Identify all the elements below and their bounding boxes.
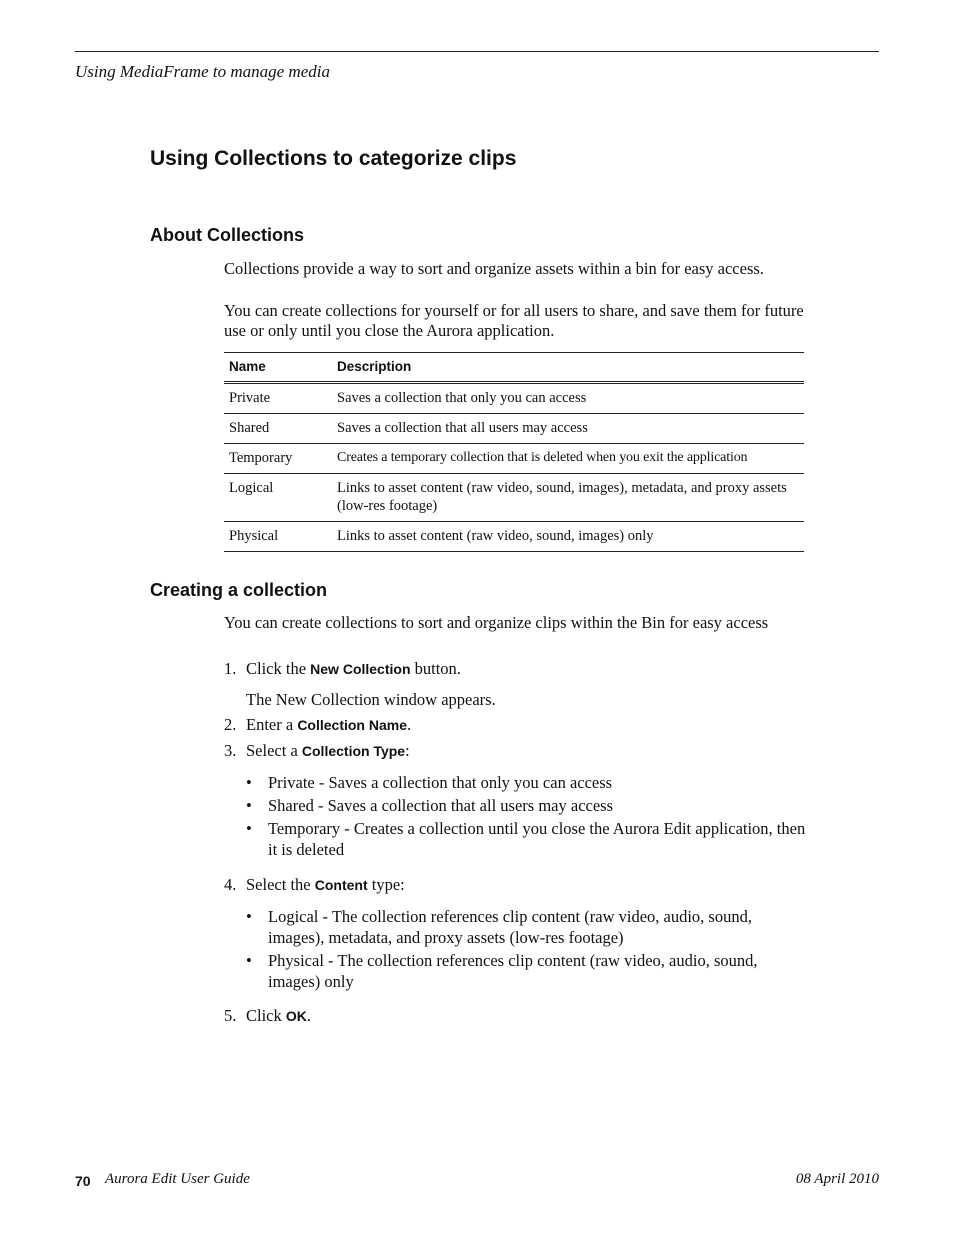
- bullet-text: Temporary - Creates a collection until you close the Aurora Edit application, then it is deleted: [268, 819, 806, 859]
- list-item: [246, 795, 806, 816]
- table-row: [224, 474, 804, 522]
- creating-heading: Creating a collection: [150, 580, 328, 600]
- cell-name: Private: [224, 383, 332, 414]
- step-text: type:: [367, 875, 405, 894]
- table-header-row: [224, 353, 804, 383]
- running-header: Using MediaFrame to manage media: [75, 62, 330, 81]
- table-row: [224, 414, 804, 444]
- step-text: .: [306, 1006, 311, 1025]
- cell-description: Creates a temporary collection that is deleted when you exit the application: [332, 444, 804, 474]
- cell-name: Logical: [224, 474, 332, 522]
- list-item: [246, 906, 806, 948]
- cell-name: Physical: [224, 522, 332, 552]
- ui-label: OK: [285, 1008, 307, 1024]
- step-text: Click the: [246, 659, 311, 678]
- about-heading: About Collections: [150, 225, 304, 245]
- list-item: [246, 950, 806, 992]
- step-text: button.: [410, 659, 461, 678]
- list-item: [246, 772, 806, 793]
- step-1: [224, 659, 461, 679]
- cell-description: Links to asset content (raw video, sound, images) only: [332, 522, 804, 552]
- step-number: 1.: [224, 659, 237, 678]
- step-text: Select the: [246, 875, 315, 894]
- ui-label: Collection Type: [301, 743, 406, 759]
- step-number: 2.: [224, 715, 237, 734]
- ui-label: New Collection: [310, 661, 411, 677]
- bullet-text: Logical - The collection references clip content (raw video, audio, sound, images), metadata, and proxy assets (low-res footage): [268, 907, 752, 947]
- table-row: [224, 522, 804, 552]
- list-item: [246, 818, 806, 860]
- column-header-description: Description: [332, 353, 804, 383]
- about-paragraph-1: Collections provide a way to sort and organize assets within a bin for easy access.: [224, 259, 764, 278]
- step-2: [224, 715, 411, 735]
- cell-description: Saves a collection that only you can access: [332, 383, 804, 414]
- page-number: 70: [75, 1173, 91, 1189]
- bullet-icon: •: [246, 907, 252, 926]
- table-row: [224, 444, 804, 474]
- step-number: 5.: [224, 1006, 237, 1025]
- step-3: [224, 741, 410, 761]
- step-text: Click: [246, 1006, 286, 1025]
- header-rule: [75, 51, 879, 52]
- bullet-icon: •: [246, 773, 252, 792]
- creating-intro: You can create collections to sort and organize clips within the Bin for easy access: [224, 613, 769, 632]
- collection-types-table: [224, 352, 804, 552]
- cell-description: Links to asset content (raw video, sound, images), metadata, and proxy assets (low-res footage): [332, 474, 804, 522]
- cell-name: Shared: [224, 414, 332, 444]
- ui-label: Collection Name: [297, 717, 408, 733]
- step-text: :: [405, 741, 410, 760]
- step-text: .: [407, 715, 412, 734]
- cell-name: Temporary: [224, 444, 332, 474]
- step-text: Select a: [246, 741, 302, 760]
- bullet-icon: •: [246, 819, 252, 838]
- ui-label: Content: [314, 877, 368, 893]
- about-paragraph-2: You can create collections for yourself or for all users to share, and save them for future use or only until you close the Aurora application.: [224, 301, 804, 340]
- bullet-text: Private - Saves a collection that only you can access: [268, 773, 613, 792]
- step-4: [224, 875, 405, 895]
- section-title: Using Collections to categorize clips: [150, 147, 517, 170]
- step-1-result: The New Collection window appears.: [246, 690, 496, 709]
- guide-title: Aurora Edit User Guide: [105, 1171, 250, 1187]
- step-number: 4.: [224, 875, 237, 894]
- step-text: Enter a: [246, 715, 298, 734]
- document-date: 08 April 2010: [795, 1171, 879, 1187]
- bullet-text: Physical - The collection references clip content (raw video, audio, sound, images) only: [268, 951, 758, 991]
- cell-description: Saves a collection that all users may access: [332, 414, 804, 444]
- bullet-icon: •: [246, 951, 252, 970]
- table-row: [224, 383, 804, 414]
- step-number: 3.: [224, 741, 237, 760]
- column-header-name: Name: [224, 353, 332, 383]
- step-5: [224, 1006, 311, 1026]
- bullet-icon: •: [246, 796, 252, 815]
- bullet-text: Shared - Saves a collection that all users may access: [268, 796, 614, 815]
